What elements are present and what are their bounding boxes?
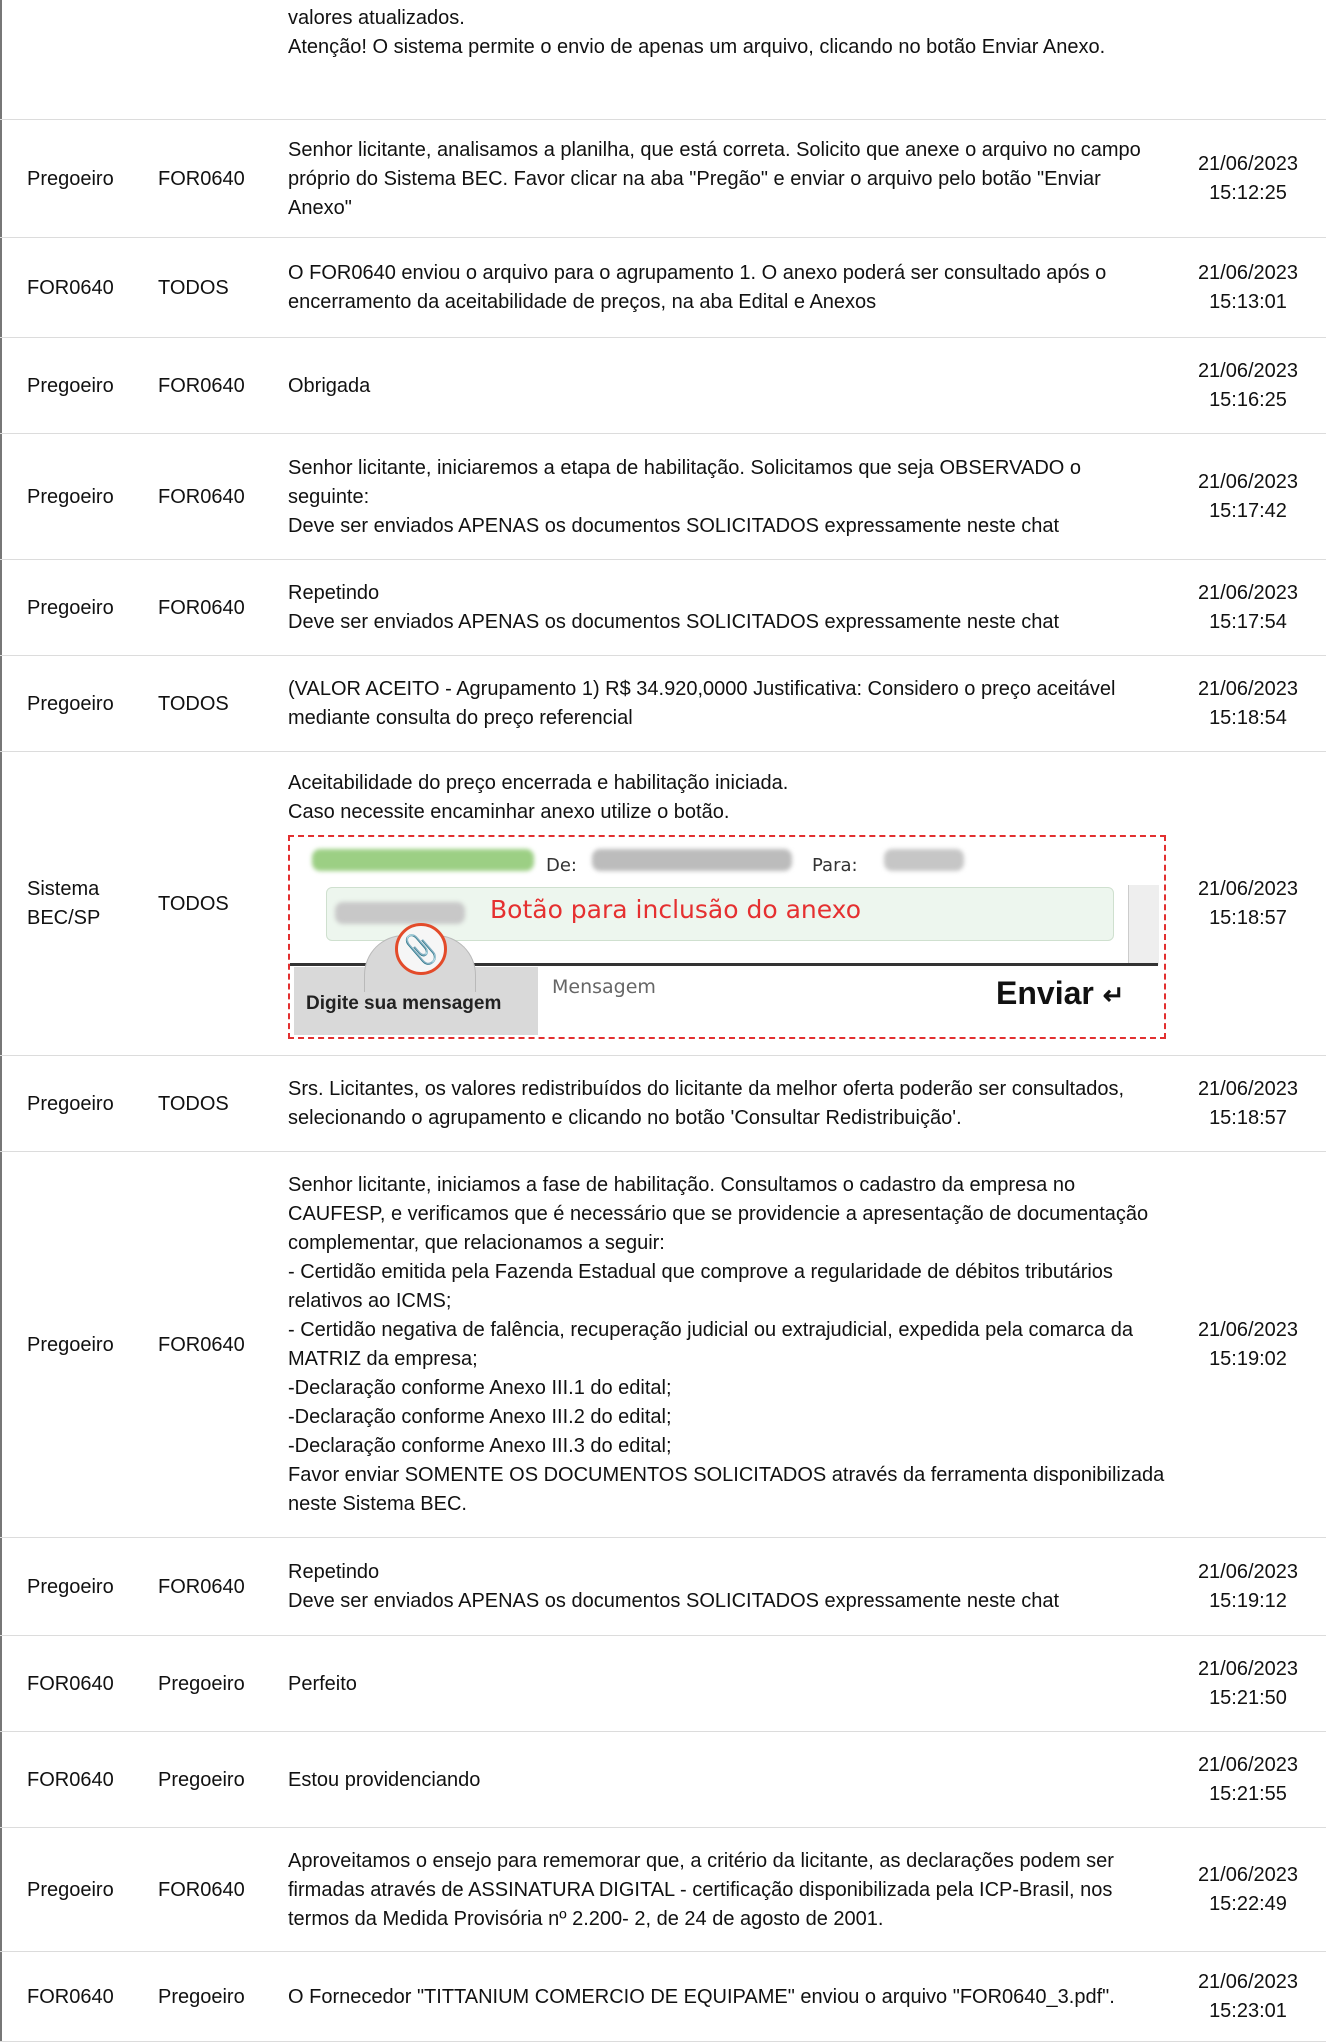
sender-cell — [27, 1152, 157, 1538]
sender-text: Pregoeiro — [27, 692, 114, 715]
recipient-cell — [158, 656, 288, 752]
message-cell — [288, 656, 1166, 752]
recipient-cell — [158, 1538, 288, 1636]
message-text: O Fornecedor "TITTANIUM COMERCIO DE EQUIPAME" enviou o arquivo "FOR0640_3.pdf". — [288, 1985, 1115, 2008]
sender-cell — [27, 656, 157, 752]
recipient-text: TODOS — [158, 692, 229, 715]
message-content — [288, 1983, 1115, 2012]
timestamp — [1198, 1655, 1298, 1713]
tab-label: Digite sua mensagem — [306, 993, 502, 1014]
message-text: Repetindo Deve ser enviados APENAS os documentos SOLICITADOS expressamente neste chat — [288, 1561, 1060, 1612]
chat-row — [0, 1732, 1326, 1828]
message-cell — [288, 560, 1166, 656]
message-text: Srs. Licitantes, os valores redistribuídos do licitante da melhor oferta poderão ser consultados, selecionando o agrupamento e clicando no botão 'Consultar Redistribuição'. — [288, 1078, 1130, 1129]
timestamp-date: 21/06/2023 — [1197, 582, 1299, 604]
send-label — [996, 975, 1125, 1011]
message-content — [288, 1171, 1166, 1519]
timestamp-date: 21/06/2023 — [1197, 1658, 1299, 1680]
message-cell — [288, 1056, 1166, 1152]
timestamp-date: 21/06/2023 — [1197, 153, 1299, 175]
message-cell — [288, 238, 1166, 338]
timestamp-time: 15:21:55 — [1209, 1783, 1287, 1805]
message-text: Senhor licitante, iniciaremos a etapa de habilitação. Solicitamos que seja OBSERVADO o seguinte: Deve ser enviados APENAS os documentos SOLICITADOS expressamente neste chat — [288, 456, 1082, 537]
message-cell — [288, 1152, 1166, 1538]
sender-text: Pregoeiro — [27, 1092, 114, 1115]
timestamp-time: 15:19:02 — [1209, 1348, 1287, 1370]
sender-cell — [27, 752, 157, 1056]
chat-row — [0, 752, 1326, 1056]
recipient-text: TODOS — [158, 1092, 229, 1115]
recipient-text: FOR0640 — [158, 1333, 245, 1356]
paperclip-icon: 📎 — [395, 923, 447, 975]
sender-cell — [27, 560, 157, 656]
sender-cell — [27, 1056, 157, 1152]
recipient-text: Pregoeiro — [158, 1672, 245, 1695]
message-text: Senhor licitante, iniciamos a fase de habilitação. Consultamos o cadastro da empresa no CAUFESP, e verificamos que é necessário que se providencie a apresentação de documentação complementar, que relacionamos a seguir: - Certidão emitida pela Fazenda Estadual que comprove a regularidade de débitos tributários relativos ao ICMS; - Certidão negativa de falência, recuperação judicial ou extrajudicial, expedida pela comarca da MATRIZ da empresa; -Declaração conforme Anexo III.1 do edital; -Declaração conforme Anexo III.2 do edital; -Declaração conforme Anexo III.3 do edital; Favor enviar SOMENTE OS DOCUMENTOS SOLICITADOS através da ferramenta disponibilizada neste Sistema BEC. — [288, 1174, 1165, 1515]
recipient-cell — [158, 1828, 288, 1952]
annotation-label: Botão para inclusão do anexo — [490, 895, 861, 924]
timestamp-cell — [1176, 434, 1320, 560]
sender-cell — [27, 1828, 157, 1952]
timestamp-date: 21/06/2023 — [1197, 262, 1299, 284]
chat-row — [0, 338, 1326, 434]
timestamp-cell — [1176, 1538, 1320, 1636]
sender-cell — [27, 1538, 157, 1636]
timestamp-date: 21/06/2023 — [1197, 878, 1299, 900]
recipient-cell — [158, 434, 288, 560]
timestamp-time: 15:17:54 — [1209, 611, 1287, 633]
sender-text: FOR0640 — [27, 1985, 114, 2008]
timestamp-cell — [1176, 752, 1320, 1056]
recipient-text: Pregoeiro — [158, 1985, 245, 2008]
attachment-help-image — [288, 835, 1166, 1039]
recipient-cell — [158, 338, 288, 434]
sender-cell — [27, 0, 157, 120]
chat-row — [0, 1538, 1326, 1636]
recipient-text: TODOS — [158, 892, 229, 915]
sender-cell — [27, 338, 157, 434]
timestamp-time: 15:12:25 — [1209, 182, 1287, 204]
send-text: Enviar — [996, 975, 1094, 1011]
timestamp-cell — [1176, 120, 1320, 238]
timestamp — [1198, 875, 1298, 933]
timestamp-cell — [1176, 238, 1320, 338]
sender-text: Pregoeiro — [27, 596, 114, 619]
timestamp-time: 15:16:25 — [1209, 389, 1287, 411]
sender-cell — [27, 434, 157, 560]
message-cell — [288, 1538, 1166, 1636]
header-bar — [312, 849, 1132, 877]
sender-text: FOR0640 — [27, 1672, 114, 1695]
message-text: Perfeito — [288, 1672, 357, 1695]
timestamp-time: 15:18:57 — [1209, 1107, 1287, 1129]
message-content — [288, 372, 370, 401]
sender-text: Pregoeiro — [27, 1575, 114, 1598]
message-content — [288, 1075, 1166, 1133]
sender-cell — [27, 1952, 157, 2042]
message-content — [288, 1558, 1059, 1616]
message-text: O FOR0640 enviou o arquivo para o agrupamento 1. O anexo poderá ser consultado após o encerramento da aceitabilidade de preços, na aba Edital e Anexos — [288, 262, 1112, 313]
recipient-cell — [158, 1732, 288, 1828]
blurred-datetime — [312, 849, 534, 871]
message-text: valores atualizados. Atenção! O sistema permite o envio de apenas um arquivo, clicando no botão Enviar Anexo. — [288, 7, 1106, 58]
message-text: Estou providenciando — [288, 1768, 481, 1791]
sender-cell — [27, 1732, 157, 1828]
chat-row — [0, 0, 1326, 120]
timestamp — [1198, 1751, 1298, 1809]
chat-row — [0, 1056, 1326, 1152]
chat-row — [0, 560, 1326, 656]
chat-row — [0, 1952, 1326, 2042]
chat-row — [0, 656, 1326, 752]
message-content — [288, 579, 1059, 637]
timestamp-cell — [1176, 338, 1320, 434]
message-cell — [288, 120, 1166, 238]
chat-row — [0, 120, 1326, 238]
recipient-cell — [158, 1056, 288, 1152]
timestamp-date: 21/06/2023 — [1197, 1561, 1299, 1583]
sender-text: Pregoeiro — [27, 485, 114, 508]
message-text: Repetindo Deve ser enviados APENAS os documentos SOLICITADOS expressamente neste chat — [288, 582, 1060, 633]
sender-text: Pregoeiro — [27, 1878, 114, 1901]
recipient-cell — [158, 238, 288, 338]
message-content — [288, 675, 1166, 733]
message-content — [288, 454, 1166, 541]
chat-row — [0, 1636, 1326, 1732]
timestamp — [1198, 1558, 1298, 1616]
timestamp-cell — [1176, 0, 1320, 120]
message-placeholder: Mensagem — [552, 976, 656, 998]
recipient-text: FOR0640 — [158, 596, 245, 619]
timestamp-date: 21/06/2023 — [1197, 1864, 1299, 1886]
timestamp-date: 21/06/2023 — [1197, 1319, 1299, 1341]
timestamp — [1198, 1316, 1298, 1374]
recipient-text: FOR0640 — [158, 1575, 245, 1598]
sender-cell — [27, 120, 157, 238]
message-text: Obrigada — [288, 374, 371, 397]
message-text: Senhor licitante, analisamos a planilha, que está correta. Solicito que anexe o arquivo no campo próprio do Sistema BEC. Favor clicar na aba "Pregão" e enviar o arquivo pelo botão "Enviar Anexo" — [288, 138, 1147, 219]
recipient-text: FOR0640 — [158, 167, 245, 190]
message-cell — [288, 1952, 1166, 2042]
scrollbar — [1128, 885, 1159, 965]
sender-cell — [27, 1636, 157, 1732]
recipient-text: FOR0640 — [158, 1878, 245, 1901]
message-cell — [288, 0, 1166, 120]
message-text: Aproveitamos o ensejo para rememorar que, a critério da licitante, as declarações podem ser firmadas através de ASSINATURA DIGITAL - certificação disponibilizada pela ICP-Brasil, nos termos da Medida Provisória nº 2.200- 2, de 24 de agosto de 2001. — [288, 1849, 1120, 1930]
timestamp-time: 15:23:01 — [1209, 2000, 1287, 2022]
recipient-cell — [158, 1636, 288, 1732]
recipient-cell — [158, 560, 288, 656]
timestamp-time: 15:17:42 — [1209, 500, 1287, 522]
timestamp-cell — [1176, 560, 1320, 656]
timestamp-time: 15:13:01 — [1209, 291, 1287, 313]
timestamp — [1198, 579, 1298, 637]
message-content — [288, 259, 1166, 317]
recipient-text: TODOS — [158, 276, 229, 299]
timestamp-date: 21/06/2023 — [1197, 360, 1299, 382]
sender-cell — [27, 238, 157, 338]
message-cell — [288, 338, 1166, 434]
chat-row — [0, 238, 1326, 338]
timestamp-cell — [1176, 1732, 1320, 1828]
timestamp-time: 15:22:49 — [1209, 1893, 1287, 1915]
sender-text: Pregoeiro — [27, 374, 114, 397]
sender-text: Pregoeiro — [27, 1333, 114, 1356]
message-cell — [288, 1636, 1166, 1732]
recipient-text: FOR0640 — [158, 374, 245, 397]
timestamp — [1198, 1075, 1298, 1133]
recipient-cell — [158, 752, 288, 1056]
recipient-cell — [158, 0, 288, 120]
timestamp-date: 21/06/2023 — [1197, 678, 1299, 700]
timestamp — [1198, 357, 1298, 415]
recipient-text: Pregoeiro — [158, 1768, 245, 1791]
timestamp-cell — [1176, 1056, 1320, 1152]
recipient-cell — [158, 1952, 288, 2042]
timestamp-date: 21/06/2023 — [1197, 471, 1299, 493]
timestamp-cell — [1176, 1828, 1320, 1952]
enter-icon: ↵ — [1102, 980, 1125, 1010]
timestamp — [1198, 150, 1298, 208]
recipient-text: FOR0640 — [158, 485, 245, 508]
timestamp — [1198, 468, 1298, 526]
blurred-text — [335, 902, 465, 924]
message-content — [288, 1670, 357, 1699]
message-content — [288, 1847, 1166, 1934]
message-content — [288, 1766, 480, 1795]
chat-row — [0, 1828, 1326, 1952]
message-content — [288, 136, 1166, 223]
sender-text: FOR0640 — [27, 276, 114, 299]
message-text: (VALOR ACEITO - Agrupamento 1) R$ 34.920,0000 Justificativa: Considero o preço aceitável mediante consulta do preço referencial — [288, 678, 1122, 729]
chat-row — [0, 1152, 1326, 1538]
chat-row — [0, 434, 1326, 560]
message-cell — [288, 752, 1166, 1056]
message-content — [288, 4, 1105, 62]
timestamp-cell — [1176, 1636, 1320, 1732]
timestamp-date: 21/06/2023 — [1197, 1754, 1299, 1776]
timestamp-time: 15:21:50 — [1209, 1687, 1287, 1709]
message-cell — [288, 1828, 1166, 1952]
timestamp-cell — [1176, 1952, 1320, 2042]
message-text: Aceitabilidade do preço encerrada e habilitação iniciada. Caso necessite encaminhar anexo utilize o botão. — [288, 772, 789, 823]
timestamp-cell — [1176, 656, 1320, 752]
blurred-sender — [592, 849, 792, 871]
timestamp-date: 21/06/2023 — [1197, 1078, 1299, 1100]
de-label: De: — [546, 855, 577, 876]
message-content — [288, 769, 1166, 1039]
message-cell — [288, 434, 1166, 560]
sender-text: Pregoeiro — [27, 167, 114, 190]
blurred-recipient — [884, 849, 964, 871]
timestamp — [1198, 259, 1298, 317]
timestamp-time: 15:19:12 — [1209, 1590, 1287, 1612]
message-cell — [288, 1732, 1166, 1828]
sender-text: Sistema BEC/SP — [27, 878, 101, 929]
sender-text: FOR0640 — [27, 1768, 114, 1791]
timestamp — [1198, 675, 1298, 733]
para-label: Para: — [812, 855, 858, 876]
timestamp-date: 21/06/2023 — [1197, 1971, 1299, 1993]
timestamp-time: 15:18:54 — [1209, 707, 1287, 729]
recipient-cell — [158, 120, 288, 238]
timestamp — [1198, 1968, 1298, 2026]
timestamp-time: 15:18:57 — [1209, 907, 1287, 929]
recipient-cell — [158, 1152, 288, 1538]
timestamp-cell — [1176, 1152, 1320, 1538]
timestamp — [1198, 1861, 1298, 1919]
